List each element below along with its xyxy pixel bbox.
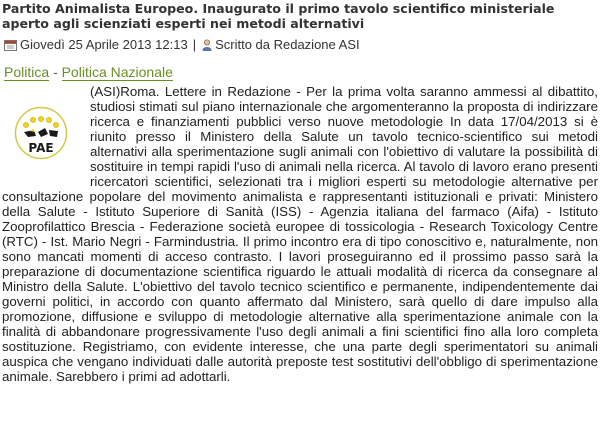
user-icon xyxy=(202,39,212,51)
article-date: Giovedì 25 Aprile 2013 12:13 xyxy=(20,37,188,52)
category-link-politica-nazionale[interactable]: Politica Nazionale xyxy=(61,64,173,80)
article-title: Partito Animalista Europeo. Inaugurato il primo tavolo scientifico ministeriale aperto agli scienziati esperti nei metodi alternativi xyxy=(2,1,555,31)
calendar-icon xyxy=(4,39,17,51)
article-body xyxy=(2,84,598,384)
category-separator: - xyxy=(49,64,62,80)
article-meta xyxy=(4,37,360,53)
article-author: Scritto da Redazione ASI xyxy=(215,37,360,52)
logo-spacer xyxy=(2,84,90,184)
article-body-text: (ASI)Roma. Lettere in Redazione - Per la prima volta saranno ammessi al dibattito, studiosi stimati sul piano internazionale che argomenteranno la proposta di indirizzare ricerca e finanziamenti pubblici verso nuove metodologie In data 17/04/2013 si è riunito presso il Ministero della Salute un tavolo tecnico-scientifico sui metodi alternativi alla sperimentazione sugli animali con l'obiettivo di valutare la possibilità di sostituire in tempi rapidi l'uso di animali nella ricerca. Al tavolo di lavoro erano presenti ricercatori scientifici, selezionati tra i migliori esperti su metodologie alternative per consultazione popolare del movimento animalista e rappresentanti istituzionali e privati: Ministero della Salute - Istituto Superiore di Sanità (ISS) - Agenzia italiana del farmaco (Aifa) - Istituto Zooprofilattico Brescia - Federazione società europee di tossicologia - Research Toxicology Centre (RTC) - Ist. Mario Negri - Farmindustria. Il primo incontro era di tipo conoscitivo e, naturalmente, non sono mancati momenti di acceso contrasto. I lavori proseguiranno ed il prossimo passo sarà la preparazione di documentazione scientifica riguardo le attuali modalità di ricerca da consegnare al Ministro della Salute. L'obiettivo del tavolo tecnico scientifico e permanente, indipendentemente dai governi politici, in accordo con quanto affermato dal Ministero, sarà quello di dare impulso alla promozione, diffusione e sviluppo di metodologie alternative alla sperimentazione animale con la finalità di abbandonare progressivamente l'uso degli animali a fini scientifici fino alla loro completa sostituzione. Registriamo, con evidente interesse, che una parte degli sperimentatori su animali auspica che vengano individuati dalle autorità preposte test sostitutivi dell'obbligo di sperimentazione animale. Sarebbero i primi ad adottarli. xyxy=(2,84,598,384)
category-link-politica[interactable]: Politica xyxy=(4,64,50,80)
meta-separator: | xyxy=(192,37,197,52)
logo-text: PAE xyxy=(28,141,54,155)
breadcrumb xyxy=(4,63,173,81)
